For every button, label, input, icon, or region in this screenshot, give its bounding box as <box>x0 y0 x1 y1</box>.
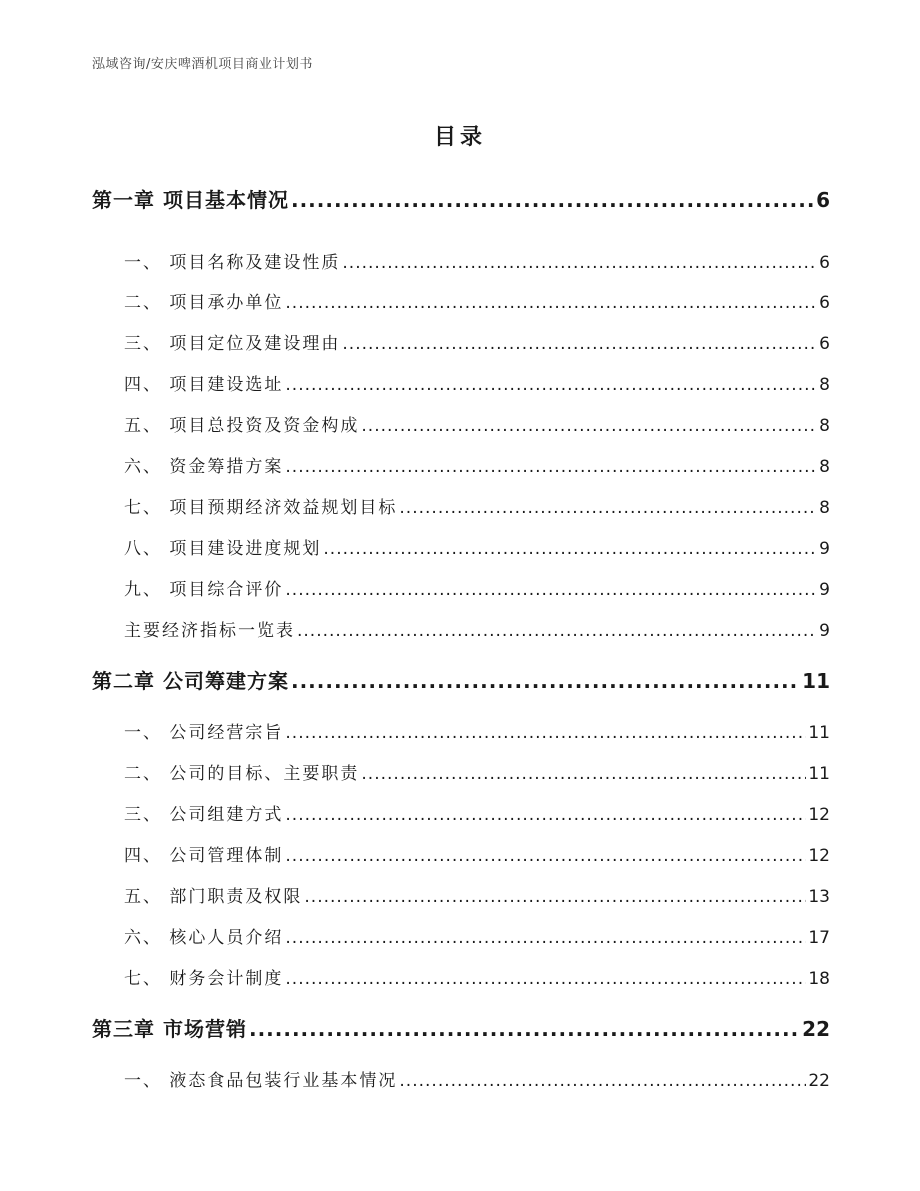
toc-label: 主要经济指标一览表 <box>124 621 295 641</box>
dot-leader <box>399 1071 806 1091</box>
dot-leader <box>304 887 806 907</box>
toc-page-number: 8 <box>819 375 830 395</box>
dot-leader <box>361 416 817 436</box>
dot-leader <box>285 723 806 743</box>
toc-label: 九、 项目综合评价 <box>124 580 284 600</box>
toc-label: 六、 核心人员介绍 <box>124 928 284 948</box>
dot-leader <box>342 253 817 273</box>
toc-label: 七、 财务会计制度 <box>124 969 284 989</box>
toc-label: 三、 公司组建方式 <box>124 805 284 825</box>
toc-section[interactable] <box>124 493 830 518</box>
toc-section[interactable] <box>124 718 830 743</box>
toc-page-number: 8 <box>819 416 830 436</box>
dot-leader <box>249 1017 800 1041</box>
toc-page-number: 12 <box>808 805 830 825</box>
dot-leader <box>285 375 817 395</box>
toc-label: 第二章 公司筹建方案 <box>92 669 289 693</box>
toc-section[interactable] <box>124 882 830 907</box>
toc-label: 第一章 项目基本情况 <box>92 188 289 212</box>
dot-leader <box>285 293 817 313</box>
toc-page-number: 18 <box>808 969 830 989</box>
dot-leader <box>285 928 806 948</box>
toc-page-number: 6 <box>819 334 830 354</box>
toc-page-number: 11 <box>802 669 830 693</box>
toc-label: 四、 公司管理体制 <box>124 846 284 866</box>
toc-section[interactable] <box>124 452 830 477</box>
dot-leader <box>291 669 800 693</box>
toc-label: 五、 部门职责及权限 <box>124 887 303 907</box>
toc-label: 七、 项目预期经济效益规划目标 <box>124 498 398 518</box>
toc-page-number: 9 <box>819 621 830 641</box>
toc-section[interactable] <box>124 248 830 273</box>
toc-chapter-2[interactable] <box>92 665 830 694</box>
running-header: 泓域咨询/安庆啤酒机项目商业计划书 <box>92 57 313 72</box>
toc-section[interactable] <box>124 329 830 354</box>
toc-label: 一、 液态食品包装行业基本情况 <box>124 1071 398 1091</box>
toc-section[interactable] <box>124 288 830 313</box>
toc-section[interactable] <box>124 964 830 989</box>
dot-leader <box>342 334 817 354</box>
toc-section[interactable] <box>124 616 830 641</box>
toc-page-number: 11 <box>808 764 830 784</box>
toc-page-number: 9 <box>819 539 830 559</box>
toc-label: 三、 项目定位及建设理由 <box>124 334 341 354</box>
toc-page-number: 6 <box>819 253 830 273</box>
dot-leader <box>285 457 817 477</box>
toc-chapter-3[interactable] <box>92 1013 830 1042</box>
toc-page-number: 9 <box>819 580 830 600</box>
toc-page-number: 11 <box>808 723 830 743</box>
toc-section[interactable] <box>124 800 830 825</box>
toc-label: 四、 项目建设选址 <box>124 375 284 395</box>
toc-page-number: 6 <box>819 293 830 313</box>
toc-page-number: 22 <box>802 1017 830 1041</box>
dot-leader <box>399 498 817 518</box>
toc-page-number: 13 <box>808 887 830 907</box>
toc-label: 一、 公司经营宗旨 <box>124 723 284 743</box>
page-title: 目录 <box>433 125 486 150</box>
toc-section[interactable] <box>124 575 830 600</box>
toc-label: 二、 项目承办单位 <box>124 293 284 313</box>
toc-section[interactable] <box>124 759 830 784</box>
dot-leader <box>285 846 806 866</box>
toc-label: 第三章 市场营销 <box>92 1017 247 1041</box>
toc-page-number: 6 <box>816 188 830 212</box>
toc-page-number: 8 <box>819 498 830 518</box>
toc-label: 六、 资金筹措方案 <box>124 457 284 477</box>
toc-label: 二、 公司的目标、主要职责 <box>124 764 360 784</box>
toc-chapter-1[interactable] <box>92 184 830 213</box>
dot-leader <box>297 621 817 641</box>
dot-leader <box>361 764 806 784</box>
dot-leader <box>323 539 817 559</box>
dot-leader <box>285 805 806 825</box>
toc-page-number: 22 <box>808 1071 830 1091</box>
toc-page-number: 17 <box>808 928 830 948</box>
toc-section[interactable] <box>124 411 830 436</box>
toc-label: 八、 项目建设进度规划 <box>124 539 322 559</box>
dot-leader <box>285 969 806 989</box>
toc-section[interactable] <box>124 1066 830 1091</box>
dot-leader <box>285 580 817 600</box>
toc-section[interactable] <box>124 534 830 559</box>
toc-page-number: 8 <box>819 457 830 477</box>
toc-section[interactable] <box>124 841 830 866</box>
toc-label: 一、 项目名称及建设性质 <box>124 253 341 273</box>
toc-section[interactable] <box>124 370 830 395</box>
toc-section[interactable] <box>124 923 830 948</box>
toc-page-number: 12 <box>808 846 830 866</box>
dot-leader <box>291 188 814 212</box>
toc-label: 五、 项目总投资及资金构成 <box>124 416 360 436</box>
